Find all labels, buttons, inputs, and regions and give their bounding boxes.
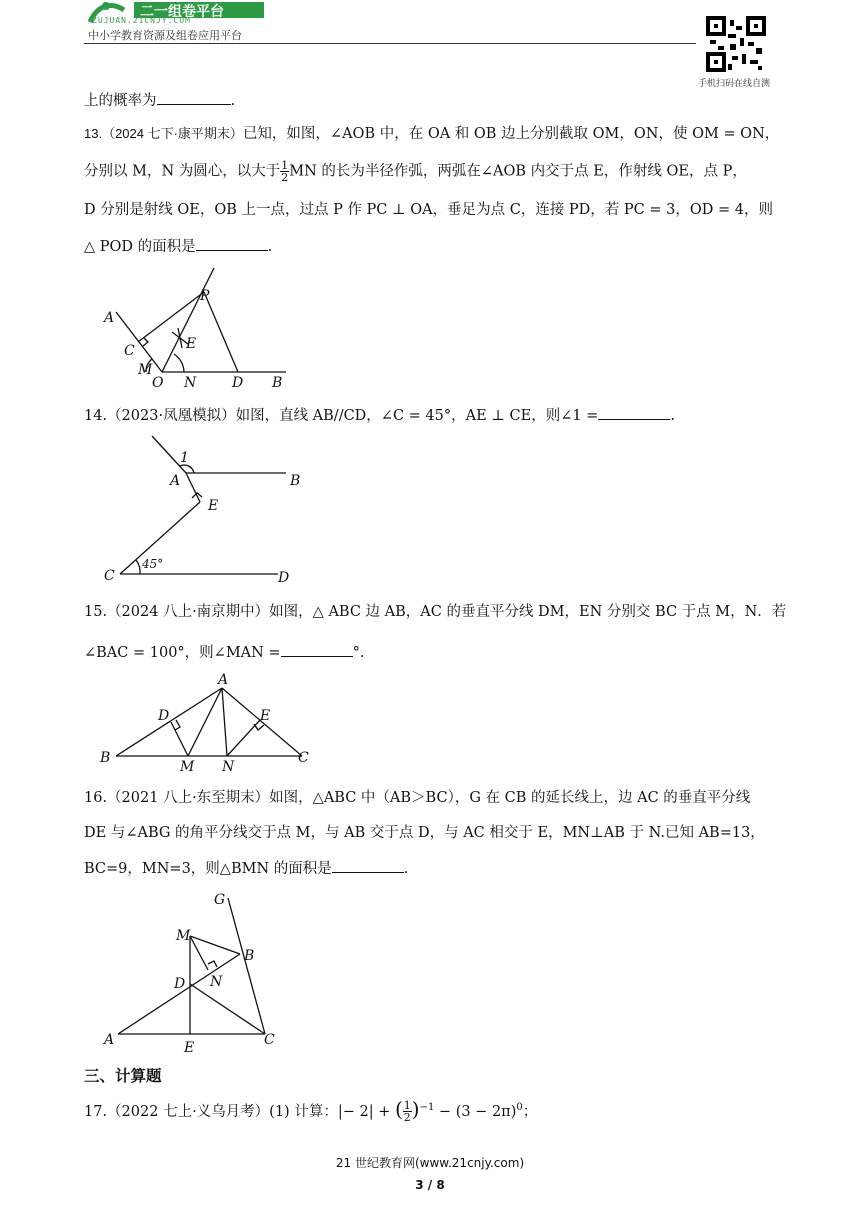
fig-label: C: [298, 750, 309, 766]
q17-line: 17.（2022 七上·义乌月考）(1) 计算：|− 2| + ( $\frac{1}{2}$ )$^{-1} - (3 - 2\pi)^0$；: [84, 1096, 538, 1125]
fig-label: O: [152, 375, 164, 391]
q13-source: 13.（2024 七下·康平期末）: [84, 126, 243, 141]
answer-blank[interactable]: [332, 858, 404, 873]
frac-den: 2: [281, 171, 289, 184]
fig-label: M: [138, 362, 153, 378]
fig-label: C: [104, 568, 115, 584]
fig-label: M: [176, 928, 191, 944]
q13-figure: [96, 262, 296, 392]
q16-line-3: BC=9，MN=3，则△BMN 的面积是 .: [84, 858, 784, 879]
brand-name: 二一组卷平台: [140, 4, 224, 20]
fig-label: E: [184, 1040, 195, 1056]
q17-text-b: − (3 − 2π): [434, 1103, 517, 1120]
q13-text-2a: 分别以 M，N 为圆心，以大于: [84, 163, 281, 180]
fig-label: B: [100, 750, 111, 766]
fig-label: G: [214, 892, 226, 908]
q17-exponent: −1: [419, 1102, 435, 1113]
frac-num: 1: [403, 1099, 411, 1113]
q15-line-1: 15.（2024 八上·南京期中）如图，△ ABC 边 AB，AC 的垂直平分线 DM，EN 分别交 BC 于点 M，N．若: [84, 604, 787, 620]
q17-text-a: 17.（2022 七上·义乌月考）(1) 计算：|− 2| +: [84, 1103, 395, 1120]
section-heading: 三、计算题: [84, 1067, 162, 1085]
q17-exponent-0: 0: [516, 1102, 523, 1113]
fig-label: C: [264, 1032, 275, 1048]
fig-label: M: [180, 759, 195, 775]
q16-line-1: 16.（2021 八上·东至期末）如图，△ABC 中（AB＞BC），G 在 CB 的延长线上，边 AC 的垂直平分线: [84, 790, 751, 806]
fig-label: C: [124, 343, 135, 359]
q13-line-4: △ POD 的面积是 .: [84, 236, 784, 257]
q13-text-4: △ POD 的面积是: [84, 239, 196, 255]
q13-text-2b: MN 的长为半径作弧，两弧在∠AOB 内交于点 E，作射线 OE，点 P，: [289, 163, 747, 180]
answer-blank[interactable]: [281, 642, 353, 657]
q15-figure: [96, 672, 326, 776]
fig-label: 45°: [142, 557, 164, 571]
fig-label: N: [210, 974, 223, 990]
fig-label: D: [158, 708, 170, 724]
fig-label: B: [244, 948, 255, 964]
q16-text-3: BC=9，MN=3，则△BMN 的面积是: [84, 861, 332, 877]
q12-tail-text: 上的概率为: [84, 93, 157, 109]
fig-label: N: [184, 375, 197, 391]
fig-label: B: [272, 375, 283, 391]
q15-text-2: ∠BAC = 100°，则∠MAN =: [84, 645, 281, 661]
q12-tail-line: 上的概率为 .: [84, 90, 784, 111]
qr-code-icon[interactable]: [706, 16, 766, 72]
q13-line-1: [84, 124, 784, 144]
fig-label: E: [260, 708, 271, 724]
fig-label: E: [208, 498, 219, 514]
frac-den: 2: [403, 1111, 411, 1125]
fig-label: N: [222, 759, 235, 775]
fig-label: A: [218, 672, 229, 688]
q16-line-2: DE 与∠ABG 的角平分线交于点 M，与 AB 交于点 D，与 AC 相交于 E，MN⊥AB 于 N.已知 AB=13，: [84, 825, 765, 841]
q17-text-c: ；: [522, 1103, 538, 1120]
q14-text: 14.（2023·凤凰模拟）如图，直线 AB//CD，∠C = 45°，AE ⊥ CE，则∠1 =: [84, 408, 599, 424]
q13-line-2: [84, 160, 784, 183]
fig-label: A: [170, 473, 181, 489]
fraction-half: [403, 1100, 412, 1123]
brand-url: ZUJUAN.21CNJY.COM: [92, 16, 191, 25]
fig-label: A: [104, 310, 115, 326]
fig-label: A: [104, 1032, 115, 1048]
qr-caption: 手机扫码在线自测: [698, 79, 771, 89]
answer-blank[interactable]: [196, 236, 268, 251]
q13-line-3: D 分别是射线 OE，OB 上一点，过点 P 作 PC ⊥ OA，垂足为点 C，连接 PD，若 PC = 3，OD = 4，则: [84, 202, 773, 218]
q14-line: 14.（2023·凤凰模拟）如图，直线 AB//CD，∠C = 45°，AE ⊥ CE，则∠1 = .: [84, 405, 784, 426]
fraction-half: [280, 160, 289, 183]
q16-figure: [100, 888, 300, 1058]
footer-site: 21 世纪教育网(www.21cnjy.com): [335, 1156, 525, 1170]
q15-unit: °.: [352, 645, 365, 661]
fig-label: E: [186, 336, 197, 352]
fig-label: D: [232, 375, 244, 391]
q14-figure: [100, 432, 320, 587]
page-number: 3 / 8: [415, 1178, 445, 1192]
q15-line-2: [84, 642, 784, 663]
answer-blank[interactable]: [157, 90, 231, 105]
header-subtitle: 中小学教育资源及组卷应用平台: [88, 29, 242, 42]
fig-label: B: [290, 473, 301, 489]
fig-label: P: [200, 288, 210, 304]
header-rule: [84, 43, 696, 44]
fig-label: 1: [180, 450, 189, 466]
answer-blank[interactable]: [598, 405, 670, 420]
frac-num: 1: [281, 159, 289, 172]
fig-label: D: [278, 570, 290, 586]
q13-text-1: 已知，如图，∠AOB 中，在 OA 和 OB 边上分别截取 OM，ON，使 OM = ON，: [242, 126, 780, 142]
fig-label: D: [174, 976, 186, 992]
